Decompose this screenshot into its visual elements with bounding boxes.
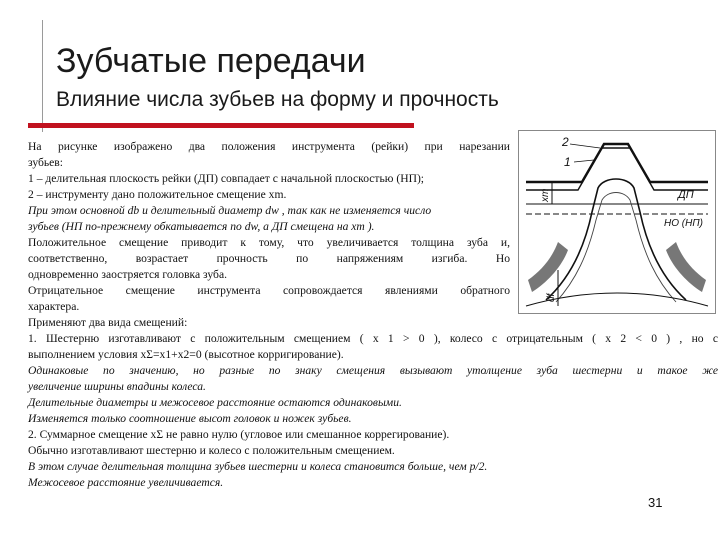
- text-line: На рисунке изображено два положения инструмента (рейки) при нарезании: [28, 140, 510, 153]
- label-tool-2: 2: [562, 135, 569, 149]
- page-number: 31: [648, 495, 663, 510]
- label-dp: ДП: [678, 189, 694, 201]
- text-line: 2 – инструменту дано положительное смещение xm.: [28, 188, 287, 201]
- text-line: Отрицательное смещение инструмента сопровождается явлениями обратного: [28, 284, 510, 297]
- text-line: Межосевое расстояние увеличивается.: [28, 476, 224, 489]
- slide-subtitle: Влияние числа зубьев на форму и прочность: [56, 88, 499, 111]
- slide-title: Зубчатые передачи: [56, 42, 366, 80]
- text-line: Положительное смещение приводит к тому, что увеличивается толщина зуба и,: [28, 236, 510, 249]
- decorative-vertical-line: [42, 20, 43, 132]
- text-line: При этом основной db и делительный диаметр dw , так как не изменяется число: [28, 204, 432, 217]
- text-line: В этом случае делительная толщина зубьев шестерни и колеса становится больше, чем p/2.: [28, 460, 488, 473]
- label-df: df: [546, 293, 557, 302]
- text-line: 1 – делительная плоскость рейки (ДП) совпадает с начальной плоскостью (НП);: [28, 172, 425, 185]
- text-line: зубьев:: [28, 156, 64, 169]
- text-line: характера.: [28, 300, 80, 313]
- gear-tooth-diagram: [518, 130, 716, 314]
- text-line: Делительные диаметры и межосевое расстояние остаются одинаковыми.: [28, 396, 402, 409]
- text-line: Изменяется только соотношение высот головок и ножек зубьев.: [28, 412, 352, 425]
- label-xm: xm: [540, 188, 551, 202]
- text-line: 2. Суммарное смещение xΣ не равно нулю (угловое или смешанное коррегирование).: [28, 428, 450, 441]
- text-line: одновременно заостряется головка зуба.: [28, 268, 227, 281]
- text-line: соответственно, возрастает прочность по напряжениям изгиба. Но: [28, 252, 510, 265]
- text-line: 1. Шестерню изготавливают с положительным смещением ( x 1 > 0 ), колесо с отрицательным ( x 2 < 0 ) , но с: [28, 332, 718, 345]
- label-np: НО (НП): [664, 218, 703, 229]
- text-line: Обычно изготавливают шестерню и колесо с положительным смещением.: [28, 444, 395, 457]
- label-tool-1: 1: [564, 155, 571, 169]
- text-line: Применяют два вида смещений:: [28, 316, 188, 329]
- text-line: выполнением условия xΣ=x1+x2=0 (высотное корригирование).: [28, 348, 344, 361]
- text-line: зубьев (НП по-прежнему обкатывается по dw, а ДП смещена на xm ).: [28, 220, 375, 233]
- title-underline-bar: [28, 123, 414, 128]
- text-line: увеличение ширины впадины колеса.: [28, 380, 206, 393]
- text-line: Одинаковые по значению, но разные по знаку смещения вызывают утолщение зуба шестерни и такое же: [28, 364, 718, 377]
